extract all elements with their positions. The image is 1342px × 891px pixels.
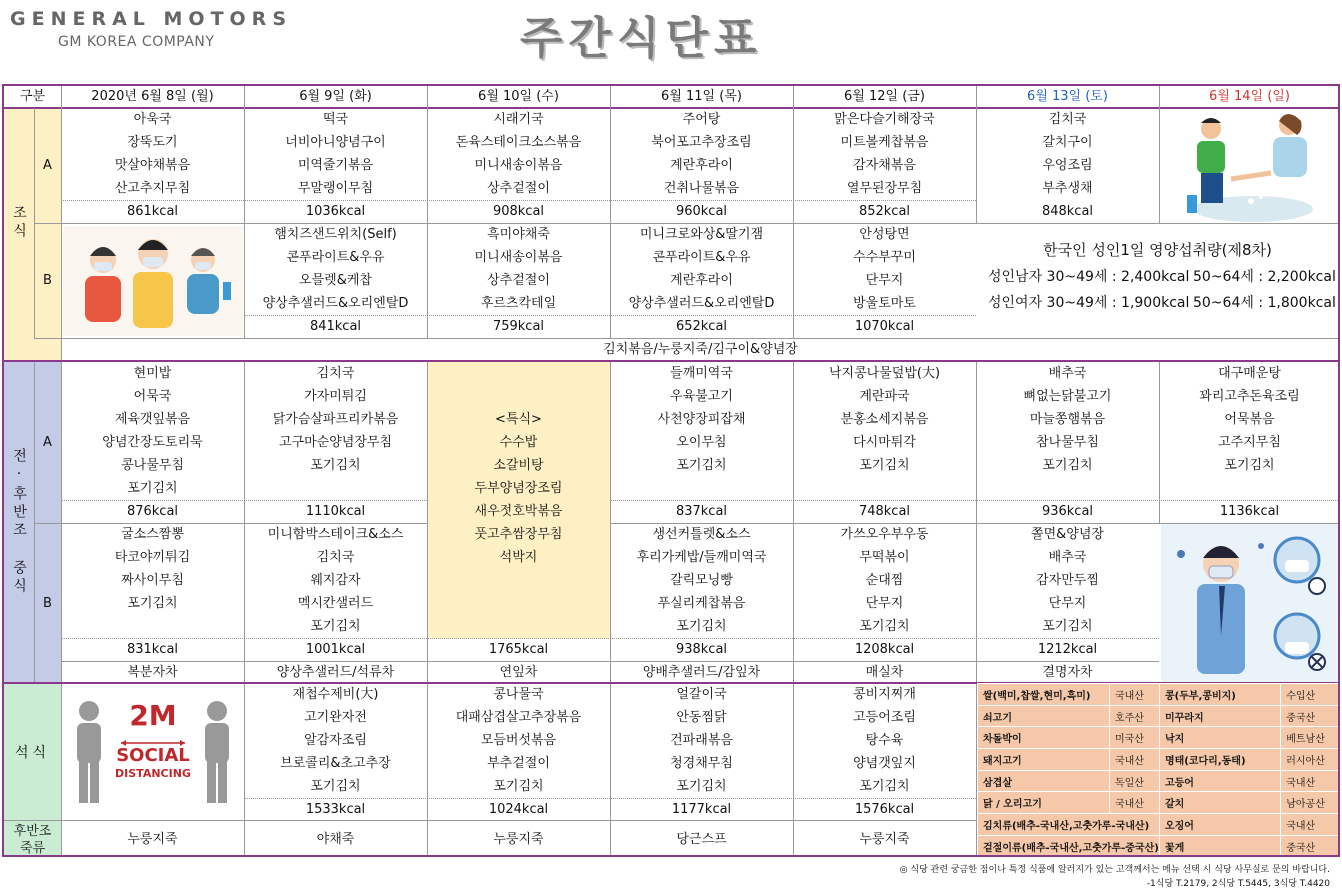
lunch-a-menu bbox=[1159, 362, 1340, 477]
lunch-b-menu bbox=[976, 523, 1159, 638]
dinner-kcal: 1533kcal bbox=[305, 802, 366, 817]
menu-item: 푸실리케찹볶음 bbox=[657, 596, 746, 611]
menu-item: 건취나물볶음 bbox=[663, 181, 740, 196]
origin-item: 닭 / 오리고기 bbox=[978, 792, 1110, 814]
menu-item: 산고추지무침 bbox=[114, 181, 191, 196]
menu-item: 우육불고기 bbox=[670, 389, 733, 404]
menu-item: 미니새송이볶음 bbox=[474, 158, 563, 173]
origin-item: 김치류(배추-국내산,고춧가루-국내산) bbox=[978, 814, 1160, 836]
origin-row bbox=[978, 835, 1339, 857]
breakfast-a-menu bbox=[244, 108, 427, 200]
menu-item: 안동찜닭 bbox=[676, 710, 727, 725]
menu-item: 단무지 bbox=[865, 273, 904, 288]
grid-line bbox=[1159, 86, 1160, 108]
origin-item: 콩(두부,콩비지) bbox=[1159, 684, 1280, 706]
menu-item: 미트볼케찹볶음 bbox=[840, 135, 929, 150]
header-day: 6월 13일 (토) bbox=[1027, 89, 1108, 104]
menu-item: 꽈리고추돈육조림 bbox=[1199, 389, 1300, 404]
grid-line bbox=[61, 200, 976, 201]
menu-item: 콩비지찌개 bbox=[853, 687, 916, 702]
breakfast-sub-a: A bbox=[43, 158, 52, 173]
menu-item: 부추겉절이 bbox=[487, 756, 550, 771]
social-distancing-illustration bbox=[63, 685, 243, 819]
menu-item: 콘푸라이트&우유 bbox=[652, 250, 751, 265]
lunch-b-menu bbox=[61, 523, 244, 615]
grid-line bbox=[61, 661, 1159, 662]
lunch-b-menu bbox=[793, 523, 976, 638]
lunch-a-kcal: 1136kcal bbox=[1219, 504, 1280, 519]
menu-item: 어묵볶음 bbox=[1224, 412, 1275, 427]
origin-item: 쇠고기 bbox=[978, 705, 1110, 727]
lunch-a-kcal: 1110kcal bbox=[305, 504, 366, 519]
grid-line bbox=[61, 638, 1159, 639]
breakfast-a-kcal: 960kcal bbox=[675, 204, 728, 219]
menu-item: 콩나물무침 bbox=[121, 458, 184, 473]
breakfast-a-menu bbox=[61, 108, 244, 200]
grid-line bbox=[976, 86, 977, 108]
menu-item: 미니크로와상&딸기잼 bbox=[639, 227, 764, 242]
menu-item: 배추국 bbox=[1048, 550, 1087, 565]
header-day: 6월 11일 (목) bbox=[661, 89, 742, 104]
breakfast-b-menu bbox=[793, 223, 976, 315]
menu-item: 후리가케밥/들깨미역국 bbox=[636, 550, 767, 565]
dinner-menu bbox=[793, 683, 976, 798]
menu-item: 양념간장도토리묵 bbox=[102, 435, 203, 450]
origin-country: 국내산 bbox=[1281, 770, 1339, 792]
menu-item: 양상추샐러드&오리엔탈D bbox=[628, 296, 775, 311]
menu-item: 콩나물국 bbox=[493, 687, 544, 702]
special-menu bbox=[427, 408, 610, 569]
dinner-kcal: 1177kcal bbox=[671, 802, 732, 817]
grid-line bbox=[34, 338, 1340, 339]
origin-table bbox=[977, 683, 1339, 857]
menu-item: 우엉조림 bbox=[1042, 158, 1093, 173]
breakfast-sub-b: B bbox=[43, 273, 52, 288]
breakfast-b-menu bbox=[427, 223, 610, 315]
menu-item: 상추겉절이 bbox=[487, 273, 550, 288]
handwashing-illustration bbox=[1161, 109, 1339, 222]
section-breakfast: 조식 bbox=[11, 205, 27, 241]
grid-line bbox=[61, 500, 427, 501]
origin-item: 삼겹살 bbox=[978, 770, 1110, 792]
breakfast-a-menu bbox=[793, 108, 976, 200]
menu-item: 석박지 bbox=[499, 550, 538, 565]
origin-row bbox=[978, 684, 1339, 706]
nutrition-value: 50~64세 : 2,200kcal bbox=[1193, 269, 1336, 285]
header-day: 6월 14일 (일) bbox=[1209, 89, 1290, 104]
header-gubun: 구분 bbox=[19, 89, 46, 104]
grid-line bbox=[61, 86, 62, 108]
menu-item: 멕시칸샐러드 bbox=[297, 596, 374, 611]
breakfast-a-kcal: 1036kcal bbox=[305, 204, 366, 219]
menu-item: 청경채무침 bbox=[670, 756, 733, 771]
mask-people-illustration bbox=[63, 226, 243, 336]
menu-item: 미니새송이볶음 bbox=[474, 250, 563, 265]
nutrition-value: 성인여자 30~49세 : 1,900kcal bbox=[988, 295, 1190, 311]
grid-line bbox=[244, 798, 976, 799]
menu-item: 돈육스테이크소스볶음 bbox=[455, 135, 582, 150]
breakfast-a-kcal: 861kcal bbox=[126, 204, 179, 219]
origin-item: 명태(코다리,동태) bbox=[1159, 749, 1280, 771]
section-dinner: 석식 bbox=[14, 745, 51, 761]
lunch-drink: 연잎차 bbox=[499, 665, 538, 680]
menu-item: 부추생채 bbox=[1042, 181, 1093, 196]
breakfast-b-menu bbox=[610, 223, 793, 315]
menu-item: 알감자조림 bbox=[304, 733, 367, 748]
lunch-b-kcal: 1208kcal bbox=[854, 642, 915, 657]
menu-item: <특식> bbox=[495, 412, 542, 427]
grid-line bbox=[610, 86, 611, 108]
breakfast-a-kcal: 852kcal bbox=[858, 204, 911, 219]
menu-item: 풋고추쌈장무침 bbox=[474, 527, 563, 542]
grid-line bbox=[793, 86, 794, 108]
lunch-b-menu bbox=[610, 523, 793, 638]
breakfast-a-kcal: 848kcal bbox=[1041, 204, 1094, 219]
menu-item: 생선커틀렛&소스 bbox=[652, 527, 751, 542]
menu-item: 건파래볶음 bbox=[670, 733, 733, 748]
header-day: 2020년 6월 8일 (월) bbox=[91, 89, 214, 104]
menu-item: 새우젓호박볶음 bbox=[474, 504, 563, 519]
menu-item: 제육갯잎볶음 bbox=[114, 412, 191, 427]
grid-line bbox=[244, 315, 976, 316]
dinner-kcal: 1024kcal bbox=[488, 802, 549, 817]
origin-item: 돼지고기 bbox=[978, 749, 1110, 771]
menu-item: 짜사이무침 bbox=[121, 573, 184, 588]
section-divider bbox=[4, 360, 1340, 362]
origin-country: 호주산 bbox=[1109, 705, 1159, 727]
nutrition-value: 50~64세 : 1,800kcal bbox=[1193, 295, 1336, 311]
breakfast-a-kcal: 908kcal bbox=[492, 204, 545, 219]
grid-line bbox=[793, 821, 794, 857]
menu-item: 아욱국 bbox=[133, 112, 172, 127]
menu-item: 장뚝도기 bbox=[127, 135, 178, 150]
origin-country: 국내산 bbox=[1109, 749, 1159, 771]
mask-man-illustration bbox=[1161, 524, 1339, 682]
menu-item: 소갈비탕 bbox=[493, 458, 544, 473]
origin-country: 남아공산 bbox=[1281, 792, 1339, 814]
lunch-b-menu bbox=[244, 523, 427, 638]
grid-line bbox=[1159, 362, 1160, 523]
menu-item: 포기김치 bbox=[127, 596, 178, 611]
menu-item: 순대찜 bbox=[865, 573, 904, 588]
menu-item: 들깨미역국 bbox=[670, 366, 733, 381]
menu-item: 고주지무침 bbox=[1218, 435, 1281, 450]
lunch-drink: 양상추샐러드/석류차 bbox=[276, 665, 395, 680]
menu-item: 분홍소세지볶음 bbox=[840, 412, 929, 427]
origin-country: 중국산 bbox=[1281, 705, 1339, 727]
weekly-menu-table bbox=[2, 84, 1340, 857]
menu-item: 재첩수제비(大) bbox=[292, 687, 379, 702]
menu-item: 맑은다슬기해장국 bbox=[834, 112, 935, 127]
nutrition-row bbox=[976, 266, 1339, 286]
lunch-drink: 복분자차 bbox=[127, 665, 178, 680]
menu-item: 포기김치 bbox=[310, 779, 361, 794]
menu-item: 포기김치 bbox=[1224, 458, 1275, 473]
lunch-b-kcal: 1765kcal bbox=[488, 642, 549, 657]
menu-item: 닭가슴살파프리카볶음 bbox=[272, 412, 399, 427]
menu-item: 흑미야채죽 bbox=[487, 227, 550, 242]
lunch-sub-a: A bbox=[43, 435, 52, 450]
menu-item: 오믈렛&케찹 bbox=[299, 273, 372, 288]
grid-line bbox=[244, 821, 245, 857]
grid-line bbox=[976, 108, 977, 223]
logo-line-2: GM KOREA COMPANY bbox=[58, 34, 215, 50]
lunch-drink: 매실차 bbox=[865, 665, 904, 680]
menu-item: 포기김치 bbox=[310, 458, 361, 473]
social-distancing-word-2: DISTANCING bbox=[115, 767, 191, 780]
menu-item: 탕수육 bbox=[865, 733, 904, 748]
origin-row bbox=[978, 770, 1339, 792]
origin-row bbox=[978, 814, 1339, 836]
porridge-menu: 누룽지죽 bbox=[493, 832, 544, 847]
menu-item: 너비아니양념구이 bbox=[285, 135, 386, 150]
menu-item: 고등어조림 bbox=[853, 710, 916, 725]
menu-item: 현미밥 bbox=[133, 366, 172, 381]
breakfast-b-kcal: 1070kcal bbox=[854, 319, 915, 334]
menu-item: 감자만두찜 bbox=[1036, 573, 1099, 588]
menu-item: 갈치구이 bbox=[1042, 135, 1093, 150]
lunch-a-menu bbox=[244, 362, 427, 477]
footer-phone: -1식당 T.2179, 2식당 T.5445, 3식당 T.4420 bbox=[1146, 879, 1330, 889]
section-porridge: 후반조 죽류 bbox=[13, 824, 52, 856]
page-title: 주간식단표 bbox=[520, 13, 763, 64]
menu-item: 방울토마토 bbox=[853, 296, 916, 311]
menu-item: 낙지콩나물덮밥(大) bbox=[828, 366, 941, 381]
breakfast-a-menu bbox=[610, 108, 793, 200]
menu-item: 양념갯잎지 bbox=[853, 756, 916, 771]
menu-item: 햄치즈샌드위치(Self) bbox=[274, 227, 397, 242]
lunch-a-kcal: 748kcal bbox=[858, 504, 911, 519]
menu-item: 대패삼겹살고추장볶음 bbox=[455, 710, 582, 725]
menu-item: 포기김치 bbox=[310, 619, 361, 634]
menu-item: 마늘쫑햄볶음 bbox=[1029, 412, 1106, 427]
menu-item: 참나물무침 bbox=[1036, 435, 1099, 450]
grid-line bbox=[34, 523, 427, 524]
menu-item: 김치국 bbox=[316, 366, 355, 381]
grid-line bbox=[610, 362, 611, 821]
menu-item: 포기김치 bbox=[676, 619, 727, 634]
menu-item: 다시마튀각 bbox=[853, 435, 916, 450]
menu-item: 포기김치 bbox=[1042, 458, 1093, 473]
menu-item: 타코야끼튀김 bbox=[114, 550, 191, 565]
origin-item: 갈치 bbox=[1159, 792, 1280, 814]
grid-line bbox=[427, 86, 428, 108]
menu-item: 떡국 bbox=[322, 112, 349, 127]
menu-item: 오이무침 bbox=[676, 435, 727, 450]
menu-item: 계란후라이 bbox=[670, 158, 733, 173]
origin-item: 낙지 bbox=[1159, 727, 1280, 749]
menu-item: 안성탕면 bbox=[859, 227, 910, 242]
lunch-a-kcal: 876kcal bbox=[126, 504, 179, 519]
section-lunch: 전·후반조 중식 bbox=[11, 448, 27, 596]
lunch-a-menu bbox=[793, 362, 976, 477]
origin-row bbox=[978, 792, 1339, 814]
grid-line bbox=[793, 362, 794, 821]
social-distance-2m: 2M bbox=[129, 699, 177, 732]
menu-item: 가쓰오우부우동 bbox=[840, 527, 929, 542]
lunch-a-kcal: 837kcal bbox=[675, 504, 728, 519]
breakfast-b-menu bbox=[244, 223, 427, 315]
lunch-a-kcal: 936kcal bbox=[1041, 504, 1094, 519]
grid-line bbox=[61, 821, 62, 857]
nutrition-row bbox=[976, 292, 1339, 312]
origin-country: 수입산 bbox=[1281, 684, 1339, 706]
menu-item: 단무지 bbox=[1048, 596, 1087, 611]
menu-item: 포기김치 bbox=[676, 458, 727, 473]
menu-item: 두부양념장조림 bbox=[474, 481, 563, 496]
origin-item: 고등어 bbox=[1159, 770, 1280, 792]
menu-item: 미역줄기볶음 bbox=[297, 158, 374, 173]
lunch-drink: 양배추샐러드/감잎차 bbox=[642, 665, 761, 680]
breakfast-b-kcal: 841kcal bbox=[309, 319, 362, 334]
menu-item: 주어탕 bbox=[682, 112, 721, 127]
lunch-b-kcal: 1001kcal bbox=[305, 642, 366, 657]
menu-item: 계란후라이 bbox=[670, 273, 733, 288]
menu-item: 고구마순양념장무침 bbox=[278, 435, 393, 450]
origin-country: 국내산 bbox=[1109, 792, 1159, 814]
social-distancing-word: SOCIAL bbox=[116, 745, 190, 766]
menu-item: 뼈없는닭불고기 bbox=[1023, 389, 1112, 404]
origin-item: 겉절이류(배추-국내산,고춧가루-중국산) bbox=[978, 835, 1160, 857]
menu-item: 양상추샐러드&오리엔탈D bbox=[262, 296, 409, 311]
breakfast-b-kcal: 759kcal bbox=[492, 319, 545, 334]
menu-item: 후르츠칵테일 bbox=[480, 296, 557, 311]
header-divider bbox=[4, 107, 1340, 109]
origin-country: 중국산 bbox=[1281, 835, 1339, 857]
lunch-b-kcal: 1212kcal bbox=[1037, 642, 1098, 657]
porridge-menu: 누룽지죽 bbox=[859, 832, 910, 847]
origin-country: 국내산 bbox=[1109, 684, 1159, 706]
menu-item: 시래기국 bbox=[493, 112, 544, 127]
menu-item: 포기김치 bbox=[859, 779, 910, 794]
header-day: 6월 10일 (수) bbox=[478, 89, 559, 104]
grid-line bbox=[610, 500, 1340, 501]
origin-row bbox=[978, 727, 1339, 749]
grid-line bbox=[427, 362, 428, 821]
menu-item: 쫄면&양념장 bbox=[1031, 527, 1104, 542]
porridge-menu: 당근스프 bbox=[676, 832, 727, 847]
menu-item: 포기김치 bbox=[493, 779, 544, 794]
dinner-menu bbox=[244, 683, 427, 798]
origin-country: 국내산 bbox=[1281, 814, 1339, 836]
menu-item: 북어포고추장조림 bbox=[651, 135, 752, 150]
footer-note: ◎ 식당 관련 궁금한 점이나 특정 식품에 알러지가 있는 고객께서는 메뉴 선택 시 식당 사무실로 문의 바랍니다. bbox=[899, 865, 1330, 875]
menu-item: 미니함박스테이크&소스 bbox=[267, 527, 404, 542]
menu-item: 배추국 bbox=[1048, 366, 1087, 381]
grid-line bbox=[427, 821, 428, 857]
menu-item: 웨지감자 bbox=[310, 573, 361, 588]
porridge-menu: 야채죽 bbox=[316, 832, 355, 847]
breakfast-a-menu bbox=[427, 108, 610, 200]
breakfast-common-menu: 김치볶음/누룽지죽/김구이&양념장 bbox=[603, 342, 798, 357]
header-day: 6월 12일 (금) bbox=[844, 89, 925, 104]
menu-item: 맛살야채볶음 bbox=[114, 158, 191, 173]
menu-item: 콘푸라이트&우유 bbox=[286, 250, 385, 265]
origin-country: 미국산 bbox=[1109, 727, 1159, 749]
menu-item: 고기완자전 bbox=[304, 710, 367, 725]
grid-line bbox=[61, 108, 62, 857]
dinner-menu bbox=[427, 683, 610, 798]
origin-row bbox=[978, 705, 1339, 727]
menu-item: 얼갈이국 bbox=[676, 687, 727, 702]
menu-item: 모듬버섯볶음 bbox=[480, 733, 557, 748]
menu-item: 김치국 bbox=[316, 550, 355, 565]
lunch-sub-b: B bbox=[43, 595, 52, 611]
origin-country: 베트남산 bbox=[1281, 727, 1339, 749]
gm-logo bbox=[10, 8, 310, 50]
breakfast-b-kcal: 652kcal bbox=[675, 319, 728, 334]
grid-line bbox=[610, 821, 611, 857]
menu-item: 수수밥 bbox=[499, 435, 538, 450]
nutrition-title: 한국인 성인1일 영양섭취량(제8차) bbox=[1043, 241, 1272, 259]
origin-item: 차돌박이 bbox=[978, 727, 1110, 749]
dinner-menu bbox=[610, 683, 793, 798]
origin-item: 꽃게 bbox=[1159, 835, 1280, 857]
breakfast-a-menu bbox=[976, 108, 1159, 200]
menu-item: 수수부꾸미 bbox=[853, 250, 916, 265]
porridge-menu: 누룽지죽 bbox=[127, 832, 178, 847]
menu-item: 갈릭모닝빵 bbox=[670, 573, 733, 588]
menu-item: 포기김치 bbox=[676, 779, 727, 794]
menu-item: 계란파국 bbox=[859, 389, 910, 404]
lunch-b-kcal: 831kcal bbox=[126, 642, 179, 657]
menu-item: 대구매운탕 bbox=[1218, 366, 1281, 381]
origin-country: 러시아산 bbox=[1281, 749, 1339, 771]
grid-line bbox=[1159, 108, 1160, 223]
menu-item: 무떡볶이 bbox=[859, 550, 910, 565]
lunch-a-menu bbox=[610, 362, 793, 477]
grid-line bbox=[244, 86, 245, 108]
menu-item: 브로콜리&초고추장 bbox=[280, 756, 391, 771]
menu-item: 포기김치 bbox=[859, 619, 910, 634]
origin-item: 오징어 bbox=[1159, 814, 1280, 836]
menu-item: 김치국 bbox=[1048, 112, 1087, 127]
origin-row bbox=[978, 749, 1339, 771]
menu-item: 상추겉절이 bbox=[487, 181, 550, 196]
origin-item: 쌀(백미,찹쌀,현미,흑미) bbox=[978, 684, 1110, 706]
menu-item: 사천양장피잡채 bbox=[657, 412, 746, 427]
menu-item: 굴소스짬뽕 bbox=[121, 527, 184, 542]
menu-item: 포기김치 bbox=[859, 458, 910, 473]
logo-line-1: GENERAL MOTORS bbox=[10, 8, 292, 30]
origin-item: 미꾸라지 bbox=[1159, 705, 1280, 727]
menu-item: 단무지 bbox=[865, 596, 904, 611]
menu-item: 무말랭이무침 bbox=[297, 181, 374, 196]
lunch-a-menu bbox=[61, 362, 244, 500]
grid-line bbox=[4, 820, 976, 821]
lunch-a-menu bbox=[976, 362, 1159, 477]
menu-item: 포기김치 bbox=[1042, 619, 1093, 634]
nutrition-info bbox=[976, 221, 1339, 336]
header-day: 6월 9일 (화) bbox=[299, 89, 372, 104]
menu-item: 어묵국 bbox=[133, 389, 172, 404]
menu-item: 감자채볶음 bbox=[853, 158, 916, 173]
menu-item: 열무된장무침 bbox=[846, 181, 923, 196]
grid-line bbox=[244, 362, 245, 821]
nutrition-value: 성인남자 30~49세 : 2,400kcal bbox=[988, 269, 1190, 285]
origin-country: 독일산 bbox=[1109, 770, 1159, 792]
menu-item: 가자미튀김 bbox=[304, 389, 367, 404]
lunch-drink: 결명자차 bbox=[1042, 665, 1093, 680]
lunch-b-kcal: 938kcal bbox=[675, 642, 728, 657]
dinner-kcal: 1576kcal bbox=[854, 802, 915, 817]
menu-item: 포기김치 bbox=[127, 481, 178, 496]
